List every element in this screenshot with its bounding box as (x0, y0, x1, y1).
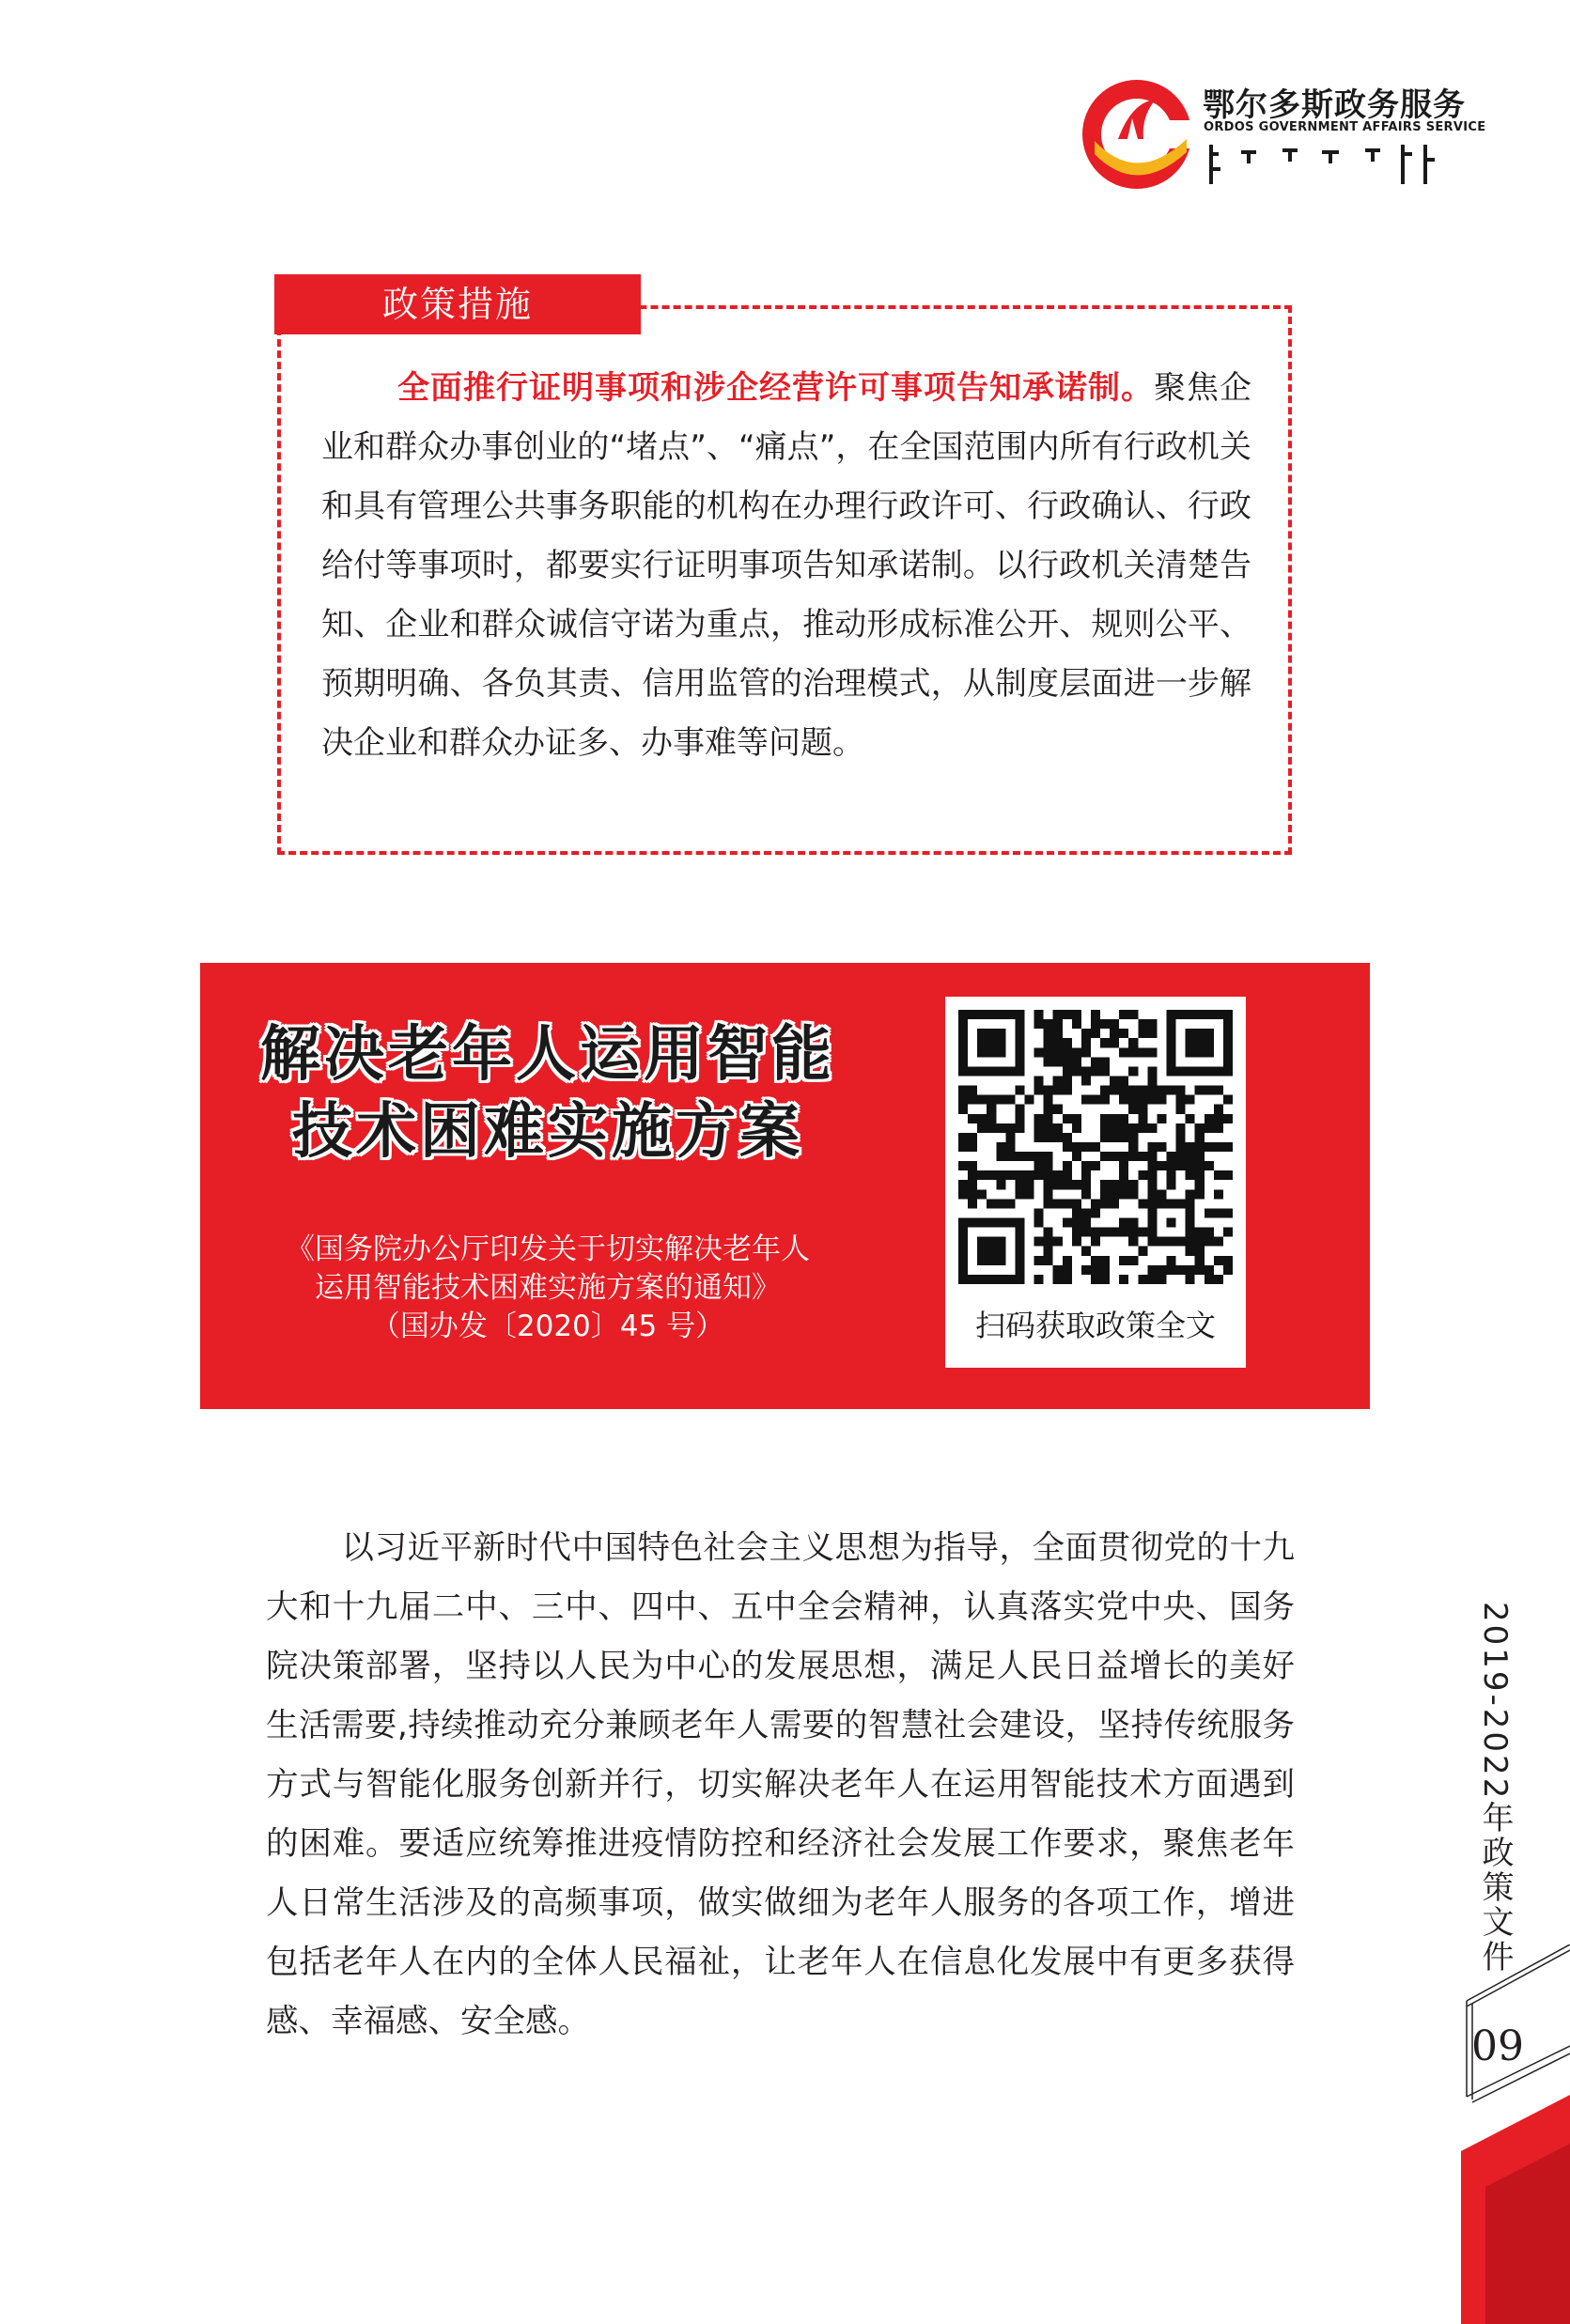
qr-code-icon[interactable] (958, 1010, 1233, 1284)
policy-lead-sentence: 全面推行证明事项和涉企经营许可事项告知承诺制。 (396, 369, 1154, 407)
page-number: 09 (1471, 2022, 1524, 2070)
banner-source-line-2: 运用智能技术困难实施方案的通知》 (315, 1271, 781, 1305)
policy-measures-text (321, 359, 1251, 773)
banner-source-line-1: 《国务院办公厅印发关于切实解决老年人 (286, 1232, 810, 1266)
banner-source (200, 1231, 895, 1346)
banner-title-line-1: 解决老年人运用智能 (260, 1019, 835, 1090)
mongolian-script-mark (1204, 141, 1448, 188)
qr-card[interactable] (945, 997, 1246, 1368)
policy-body: 聚焦企业和群众办事创业的“堵点”、“痛点”，在全国范围内所有行政机关和具有管理公共事务职能的机构在办理行政许可、行政确认、行政给付等事项时，都要实行证明事项告知承诺制。以行政机关清楚告知、企业和群众诚信守诺为重点，推动形成标准公开、规则公平、预期明确、各负其责、信用监管的治理模式，从制度层面进一步解决企业和群众办证多、办事难等问题。 (321, 369, 1251, 762)
implementation-plan-paragraph (266, 1519, 1295, 2052)
banner-title-line-2: 技术困难实施方案 (292, 1096, 803, 1167)
logo-english-name: ORDOS GOVERNMENT AFFAIRS SERVICE (1204, 120, 1486, 134)
banner-title (200, 1016, 895, 1170)
page-corner-decoration (1461, 1944, 1570, 2324)
logo-chinese-name: 鄂尔多斯政务服务 (1203, 86, 1466, 124)
side-document-title: 2019-2022年政策文件 (1476, 1602, 1514, 1975)
policy-measures-tab: 政策措施 (274, 274, 641, 334)
banner-source-line-3: （国办发〔2020〕45 号） (370, 1309, 725, 1343)
policy-banner (200, 963, 1370, 1409)
ordos-government-service-logo-icon (1076, 73, 1198, 195)
paragraph-text: 以习近平新时代中国特色社会主义思想为指导，全面贯彻党的十九大和十九届二中、三中、四中、五中全会精神，认真落实党中央、国务院决策部署，坚持以人民为中心的发展思想，满足人民日益增长的美好生活需要,持续推动充分兼顾老年人需要的智慧社会建设，坚持传统服务方式与智能化服务创新并行，切实解决老年人在运用智能技术方面遇到的困难。要适应统筹推进疫情防控和经济社会发展工作要求，聚焦老年人日常生活涉及的高频事项，做实做细为老年人服务的各项工作，增进包括老年人在内的全体人民福祉，让老年人在信息化发展中有更多获得感、幸福感、安全感。 (266, 1529, 1295, 2040)
header-logo (1076, 73, 1486, 195)
qr-caption: 扫码获取政策全文 (974, 1308, 1216, 1343)
